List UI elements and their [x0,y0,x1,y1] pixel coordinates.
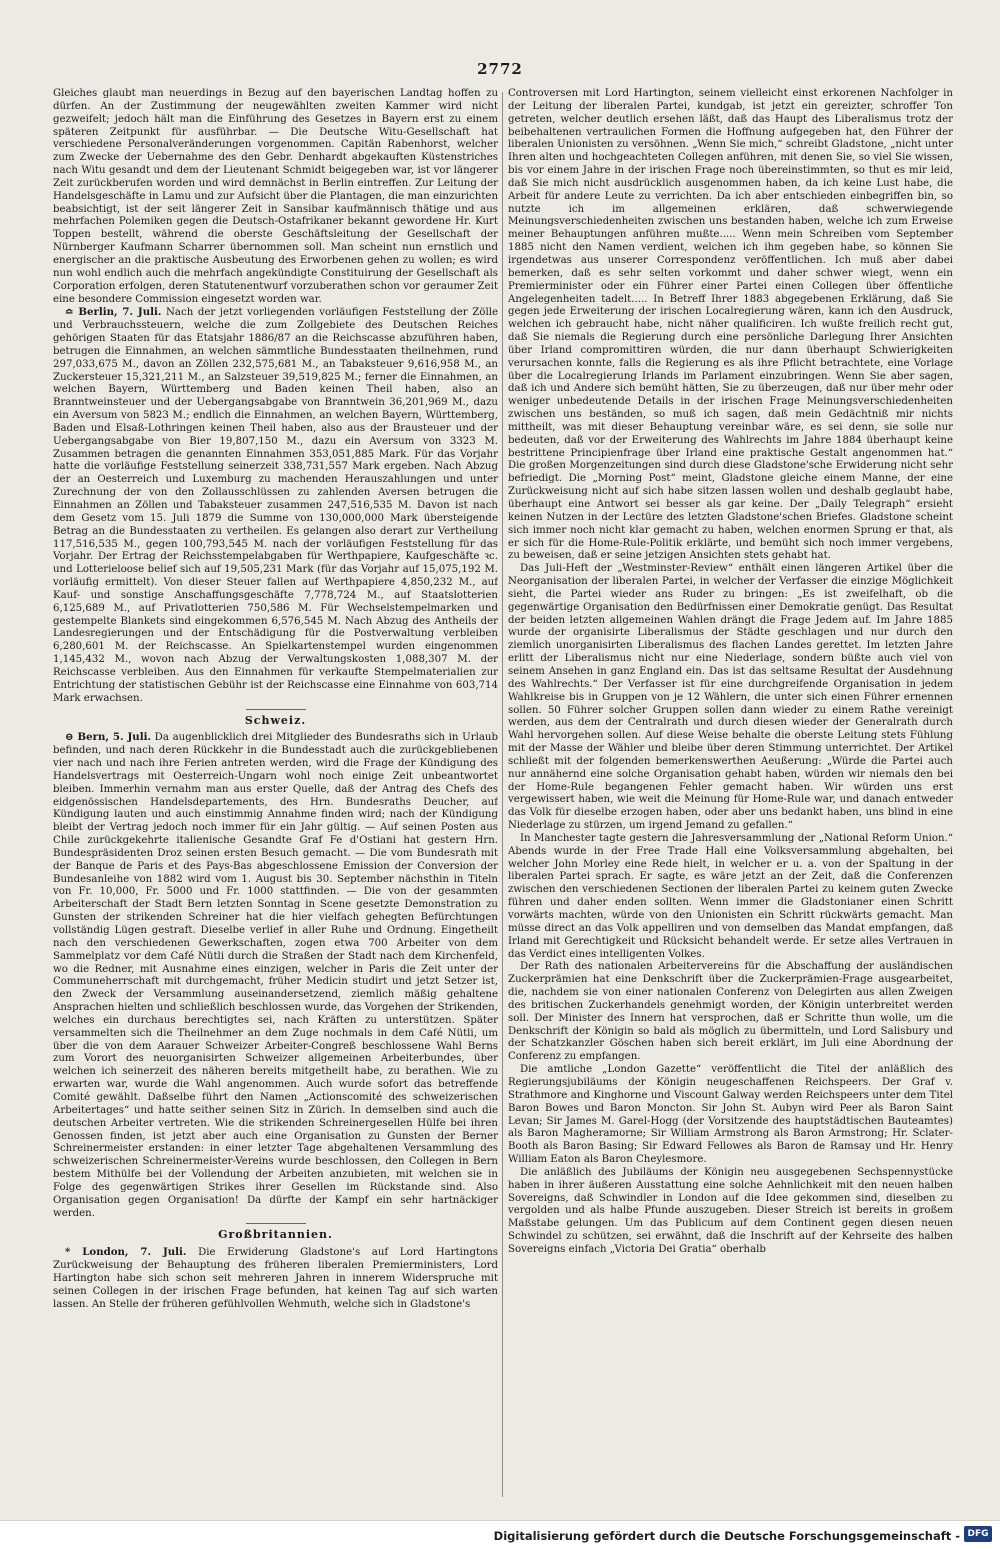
section-heading: Schweiz. [244,713,307,727]
article-text: Nach der jetzt vorliegenden vorläufigen Feststellung der Zölle und Verbrauchssteuern, welche die zum Zollgebiete des Deutschen Reiches gehörigen Staaten für das Etatsjahr 1886/87 an die Reichscasse abzuführen haben, betrugen die Einnahmen, an welchen sämmtliche Bundesstaaten theilnehmen, rund 297,033,675 M., davon an Zöllen 232,575,681 M., an Tabaksteuer 9,616,958 M., an Zuckersteuer 15,321,211 M., an Salzsteuer 39,519,825 M.; ferner die Einnahmen, an welchen Bayern, Württemberg und Baden keinen Theil haben, also an Branntweinsteuer und der Uebergangsabgabe von Branntwein 36,201,969 M., dazu ein Aversum von 5823 M.; endlich die Einnahmen, an welchen Bayern, Württemberg, Baden und Elsaß-Lothringen keinen Theil haben, also aus der Brausteuer und der Uebergangsabgabe von Bier 19,807,150 M., dazu ein Aversum von 3323 M. Zusammen betragen die genannten Einnahmen 353,051,885 Mark. Für das Vorjahr hatte die vorläufige Feststellung seinerzeit 338,731,557 Mark ergeben. Nach Abzug der an Oesterreich und Luxemburg zu machenden Herauszahlungen und unter Zurechnung der von den Zollausschlüssen zu zahlenden Aversen betrugen die Einnahmen an Zöllen und Tabaksteuer zusammen 247,516,535 M. Davon ist nach dem Gesetz vom 15. Juli 1879 die Summe von 130,000,000 Mark übersteigende Betrag an die Bundesstaaten zu vertheilen. Es gelangen also derart zur Vertheilung 117,516,535 M., gegen 100,793,545 M. nach der vorläufigen Feststellung für das Vorjahr. Der Ertrag der Reichsstempelabgaben für Werthpapiere, Kaufgeschäfte ꝛc. und Lotterieloose belief sich auf 19,505,231 Mark (für das Vorjahr auf 15,075,192 M. vorläufig ermittelt). Von dieser Steuer fallen auf Werthpapiere 4,850,232 M., auf Kauf- und sonstige Anschaffungsgeschäfte 7,778,724 M., auf Staatslotterien 6,125,689 M., auf Privatlotterien 750,586 M. Für Wechselstempelmarken und gestempelte Blankets sind eingekommen 6,576,545 M. Nach Abzug des Antheils der Landesregierungen und der Entschädigung für die Postverwaltung verbleiben 6,280,601 M. der Reichscasse. An Spielkartenstempel wurden eingenommen 1,145,432 M., wovon nach Abzug der Verwaltungskosten 1,088,307 M. der Reichscasse verbleiben. Aus den Einnahmen für verkaufte Stempelmaterialien zur Entrichtung der statistischen Gebühr ist der Reichscasse eine Einnahme von 603,714 Mark erwachsen. [53,307,498,704]
left-column [53,88,498,1500]
article-paragraph [53,731,498,1220]
dateline: ⊖ Bern, 5. Juli. [65,731,151,744]
section-heading: Großbritannien. [218,1228,333,1242]
footer-bar [0,1520,1000,1549]
dateline: * London, 7. Juli. [65,1246,187,1259]
page-number: 2772 [477,60,523,78]
article-text: Da augenblicklich drei Mitglieder des Bundesraths sich in Urlaub befinden, und nach deren Rückkehr in die Bundesstadt auch die zurückgebliebenen vier nach und nach ihre Ferien antreten werden, wird die Frage der Kündigung des Handelsvertrags mit Oesterreich-Ungarn wohl noch einige Zeit unbeantwortet bleiben. Immerhin vernahm man aus erster Quelle, daß der Antrag des Chefs des eidgenössischen Handelsdepartements, des Hrn. Bundesraths Deucher, auf Kündigung lauten und auch einstimmig Annahme finden wird; nach der Kündigung bleibt der Vertrag jedoch noch immer für ein Jahr gültig. — Auf seinen Posten aus Chile zurückgekehrte italienische Gesandte Graf Fe d'Ostiani hat gestern Hrn. Bundespräsidenten Droz seinen ersten Besuch gemacht. — Die vom Bundesrath mit der Banque de Paris et des Pays-Bas abgeschlossene Emission der Conversion der Bundesanleihe von 1882 wird vom 1. August bis 30. September nächsthin in Titeln von Fr. 10,000, Fr. 5000 und Fr. 1000 stattfinden. — Die von der gesammten Arbeiterschaft der Stadt Bern letzten Sonntag in Scene gesetzte Demonstration zu Gunsten der strikenden Schreiner hat die hier vielfach gehegten Befürchtungen vollständig Lügen gestraft. Dieselbe verlief in aller Ruhe und Ordnung. Eingetheilt nach den verschiedenen Gewerkschaften, zogen etwa 700 Arbeiter von dem Sammelplatz vor dem Café Nütli durch die Straßen der Stadt nach dem Kirchenfeld, wo die Redner, mit Ausnahme eines einzigen, welcher in Paris die Zeit unter der Communeherrschaft mit durchgemacht, früher Medicin studirt und jetzt Setzer ist, den Zweck der Versammlung auseinandersetzend, ziemlich mäßig gehaltene Ansprachen hielten und schließlich beschlossen wurde, das Vorgehen der Strikenden, welches ein durchaus berechtigtes sei, nach Kräften zu unterstützen. Später versammelten sich die Theilnehmer an dem Zuge nochmals in dem Café Nütli, um über die von dem Aarauer Schweizer Arbeiter-Congreß beschlossene Wahl Berns zum Vorort des neuorganisirten Schweizer allgemeinen Arbeiterbundes, über welchen ich seinerzeit des näheren bereits mitgetheilt habe, zu berathen. Wie zu erwarten war, wurde die Wahl angenommen. Auch wurde sofort das betreffende Comité gewählt. Daßselbe führt den Namen „Actionscomité des schweizerischen Arbeitertages“ und hatte seither seinen Sitz in Zürich. In demselben sind auch die deutschen Arbeiter vertreten. Wie die strikenden Schreinergesellen Hülfe bei ihren Genossen finden, ist jetzt aber auch eine Organisation zu Gunsten der Berner Schreinermeister erstanden: in einer letzter Tage abgehaltenen Versammlung des schweizerischen Schreinermeister-Vereins wurde beschlossen, den Collegen in Bern bestem Mithülfe bei der Vollendung der Arbeiten anzubieten, mit welchen sie in Folge des gegenwärtigen Strikes ihrer Gesellen im Rückstande sind. Also Organisation gegen Organisation! Da dürfte der Kampf ein sehr hartnäckiger werden. [53,732,498,1219]
article-paragraph: Der Rath des nationalen Arbeitervereins für die Abschaffung der ausländischen Zuckerprämien hat eine Denkschrift über die Zuckerprämien-Frage ausgearbeitet, die, nachdem sie von einer nationalen Conferenz von Delegirten aus allen Zweigen des britischen Zuckerhandels genehmigt worden, der Königin unterbreitet werden soll. Der Minister des Innern hat versprochen, daß er Schritte thun wolle, um die Denkschrift der Königin so bald als möglich zu übermitteln, und Lord Salisbury und der Schatzkanzler Göschen haben sich bereit erklärt, im Juli eine Abordnung der Conferenz zu empfangen. [508,961,953,1063]
dfg-logo-icon: DFG [964,1526,992,1542]
funding-notice: Digitalisierung gefördert durch die Deutsche Forschungsgemeinschaft - [493,1529,960,1543]
section-rule [246,709,306,710]
article-paragraph: In Manchester tagte gestern die Jahresversammlung der „National Reform Union.“ Abends wurde in der Free Trade Hall eine Volksversammlung abgehalten, bei welcher John Morley eine Rede hielt, in welcher er u. a. von der Spaltung in der liberalen Partei sprach. Er sagte, es wäre jetzt an der Zeit, daß die Conferenzen zwischen den verschiedenen Sectionen der liberalen Partei zu keinem guten Zwecke führen und daher enden sollten. Wenn immer die Gladstonianer einen Schritt vorwärts machten, würde von den Unionisten ein Schritt rückwärts gemacht. Man müsse direct an das Volk appelliren und von demselben das Mandat empfangen, daß Irland mit Gerechtigkeit und Rücksicht behandelt werde. Er setze alles Vertrauen in das Verdict eines intelligenten Volkes. [508,832,953,960]
column-divider [502,92,503,1497]
article-paragraph: Die amtliche „London Gazette“ veröffentlicht die Titel der anläßlich des Regierungsjubiläums der Königin neugeschaffenen Reichspeers. Der Graf v. Strathmore and Kinghorne und Viscount Galway werden Reichspeers unter dem Titel Baron Bowes und Baron Moncton. Sir John St. Aubyn wird Peer als Baron Saint Levan; Sir James M. Garel-Hogg (der Vorsitzende des hauptstädtischen Bauteamtes) als Baron Magheramorne; Sir William Armstrong als Baron Armstrong; Hr. Sclater-Booth als Baron Basing; Sir Edward Fellowes als Baron de Ramsay und Hr. Henry William Eaton als Baron Cheylesmore. [508,1064,953,1166]
right-column [508,88,953,1500]
section-rule [246,1223,306,1224]
article-text: Die Erwiderung Gladstone's auf Lord Hartingtons Zurückweisung der Behauptung des früheren liberalen Premierministers, Lord Hartington habe sich schon seit mehreren Jahren in innerem Widerspruche mit seinen Collegen in der irischen Frage befunden, hat keinen Tag auf sich warten lassen. An Stelle der früheren gefühlvollen Wehmuth, welche sich in Gladstone's [53,1247,498,1310]
article-paragraph: Das Juli-Heft der „Westminster-Review“ enthält einen längeren Artikel über die Neorganisation der liberalen Partei, in welcher der Verfasser die einzige Möglichkeit sieht, die Partei wieder ans Ruder zu bringen: „Es ist zweifelhaft, ob die gegenwärtige Organisation den Bedürfnissen einer Demokratie genügt. Das Resultat der beiden letzten allgemeinen Wahlen drängt die Frage Jedem auf. Im Jahre 1885 wurde der organisirte Liberalismus der Städte geschlagen und nur durch den ziemlich unorganisirten Liberalismus des flachen Landes gerettet. Im letzten Jahre erlitt der Liberalismus nicht nur eine Niederlage, sondern büßte auch viel von seinem Ansehen in ganz England ein. Das ist das seltsame Resultat der Ausdehnung des Wahlrechts.“ Der Verfasser ist für eine durchgreifende Organisation in jedem Wahlkreise bis in Gruppen von je 12 Wählern, die unter sich einen Führer ernennen sollen. 50 Führer solcher Gruppen sollen dann wieder zu einem Rathe vereinigt werden, aus dem der Centralrath und durch diesen wieder der Generalrath durch Wahl hervorgehen sollen. Auf diese Weise behalte die oberste Leitung stets Fühlung mit der Masse der Wähler und bleibe über deren Stimmung unterrichtet. Der Artikel schließt mit der folgenden bemerkenswerthen Aeußerung: „Würde die Partei auch nur annähernd eine solche Organisation gehabt haben, würden wir niemals den bei der Home-Rule begangenen Fehler gemacht haben. Wir würden uns erst vergewissert haben, wie weit die Meinung für Home-Rule war, und danach entweder das Volk für dieselbe erzogen haben, oder aber uns bedankt haben, uns blind in eine Niederlage zu stürzen, um irgend Jemand zu gefallen.“ [508,563,953,832]
article-paragraph: Controversen mit Lord Hartington, seinem vielleicht einst erkorenen Nachfolger in der Leitung der liberalen Partei, kundgab, ist jetzt ein gereizter, schroffer Ton getreten, welcher deutlich ersehen läßt, daß das Haupt des Liberalismus trotz der beibehaltenen vertraulichen Formen die Hoffnung aufgegeben hat, den Führer der liberalen Unionisten zu versöhnen. „Wenn Sie mich,“ schreibt Gladstone, „nicht unter Ihren alten und hochgeachteten Collegen anführen, mit denen Sie, so viel Sie wissen, bis vor einem Jahre in der irischen Frage noch übereinstimmten, so thut es mir leid, daß Sie mich nicht ausdrücklich ausgenommen haben, da ich keine Lust habe, die Arbeit für andere Leute zu verrichten. Da ich aber entschieden einbegriffen bin, so nutzte ich im allgemeinen erklären, daß schwerwiegende Meinungsverschiedenheiten zwischen uns bestanden haben, welche ich zum Erweise meiner Behauptungen anführen mußte..... Wenn mein Schreiben vom September 1885 nicht den Namen verdient, welchen ich ihm gegeben habe, so können Sie irgendetwas aus unserer Correspondenz veröffentlichen. Ich muß aber dabei bemerken, daß es sehr selten vorkommt und daher schwer wiegt, wenn ein Premierminister oder ein Führer einer Partei einen Collegen über öffentliche Angelegenheiten tadelt..... In Betreff Ihrer 1883 abgegebenen Erklärung, daß Sie gegen jede Erweiterung der irischen Localregierung wären, kann ich den Ausdruck, welchen ich gebraucht habe, nicht näher qualificiren. Ich wußte freilich recht gut, daß Sie niemals die Regierung durch eine persönliche Darlegung Ihrer Ansichten über Irland compromittiren würden, die nur dann überhaupt Schwierigkeiten verursachen konnte, falls die Regierung es als ihre Pflicht betrachtete, eine Vorlage über die Localregierung Irlands im Parlament einzubringen. Wenn Sie aber sagen, daß ich und Andere sich bemüht hätten, Sie zu überzeugen, daß nur über mehr oder weniger unbedeutende Details in der irischen Frage Meinungsverschiedenheiten zwischen uns beständen, so muß ich sagen, daß mein Gedächtniß mir nichts mittheilt, was mit dieser Behauptung vereinbar wäre, es sei denn, sie solle nur bedeuten, daß vor der Erweiterung des Wahlrechts im Jahre 1884 überhaupt keine bestrittene Principienfrage über Irland eine praktische Gestalt angenommen hat.“ Die großen Morgenzeitungen sind durch diese Gladstone'sche Erwiderung nicht sehr befriedigt. Die „Morning Post“ meint, Gladstone gleiche einem Manne, der eine Zurückweisung nicht auf sich habe sitzen lassen wollen und deshalb geglaubt habe, überhaupt eine Antwort sei besser als gar keine. Der „Daily Telegraph“ ersieht keinen Nutzen in der Lectüre des letzten Gladstone'schen Briefes. Gladstone scheint sich immer noch nicht klar gemacht zu haben, welchen enormen Sprung er that, als er sich für die Home-Rule-Politik erklärte, und bemüht sich noch immer vergebens, zu beweisen, daß er seine jetzigen Ansichten stets gehabt hat. [508,88,953,562]
article-paragraph [53,306,498,705]
article-paragraph: Gleiches glaubt man neuerdings in Bezug auf den bayerischen Landtag hoffen zu dürfen. An der Zustimmung der neugewählten zweiten Kammer wird nicht gezweifelt; jedoch hält man die Einführung des Gesetzes in Bayern erst zu einem späteren Zeitpunkt für ausführbar. — Die Deutsche Witu-Gesellschaft hat verschiedene Personalveränderungen vorgenommen. Capitän Rabenhorst, welcher zum Zwecke der Uebernahme des den Gebr. Denhardt abgekauften Küstenstriches nach Witu gesandt und dem der Lieutenant Schmidt beigegeben war, ist vor längerer Zeit zurückberufen worden und wird demnächst in Berlin eintreffen. Zur Leitung der Handelsgeschäfte in Lamu und zur Aufsicht über die Plantagen, die man einzurichten beabsichtigt, ist der seit längerer Zeit in Sansibar kaufmännisch thätige und aus mehrfachen Polemiken gegen die Deutsch-Ostafrikaner bekannt gewordene Hr. Kurt Toppen bestellt, während die oberste Geschäftsleitung der Gesellschaft der Nürnberger Kaufmann Scharrer übernommen soll. Man scheint nun ernstlich und energischer an die praktische Ausbeutung des Erworbenen gehen zu wollen; es wird nun wohl endlich auch die mehrfach angekündigte Constituirung der Gesellschaft als Corporation erfolgen, deren Statutenentwurf vorzuberathen schon vor geraumer Zeit eine besondere Commission eingesetzt worden war. [53,88,498,305]
article-paragraph [53,1246,498,1311]
article-paragraph: Die anläßlich des Jubiläums der Königin neu ausgegebenen Sechspennystücke haben in ihrer äußeren Ausstattung eine solche Aehnlichkeit mit den neuen halben Sovereigns, daß Schwindler in London auf die Idee gekommen sind, dieselben zu vergolden und als halbe Pfunde auszugeben. Dieser Streich ist bereits in großem Maßstabe gelungen. Um das Publicum auf dem Continent gegen diesen neuen Schwindel zu schützen, sei erwähnt, daß die Inschrift auf der Kehrseite des halben Sovereigns einfach „Victoria Dei Gratia“ oberhalb [508,1166,953,1255]
dateline: ≏ Berlin, 7. Juli. [65,306,162,319]
